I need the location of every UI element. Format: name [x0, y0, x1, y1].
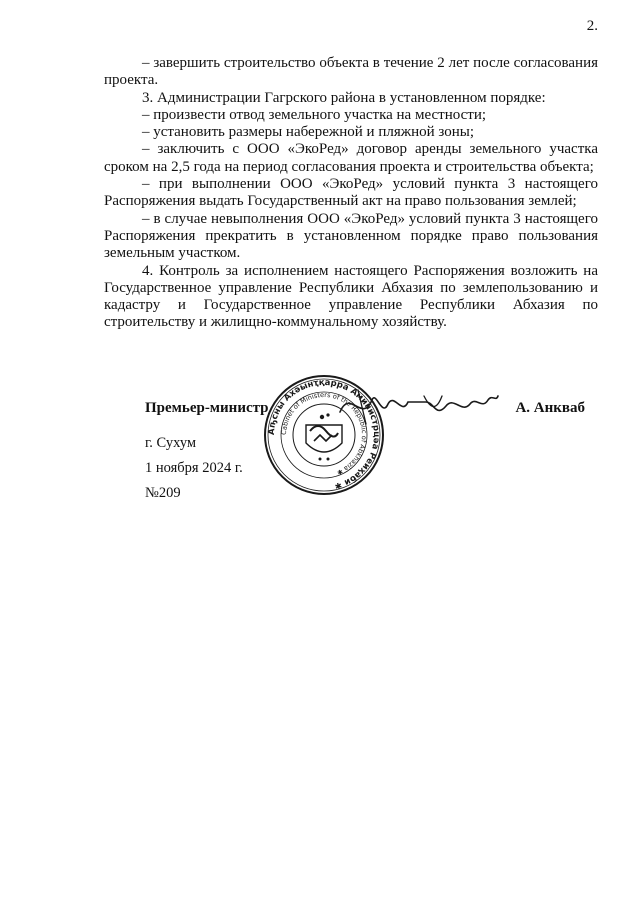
- document-body: [104, 55, 598, 332]
- paragraph: – в случае невыполнения ООО «ЭкоРед» условий пункта 3 настоящего Распоряжения прекратить в установленном порядке право пользования земельным участком.: [104, 210, 598, 262]
- paragraph: 3. Администрации Гагрского района в установленном порядке:: [142, 89, 546, 106]
- paragraph: – при выполнении ООО «ЭкоРед» условий пункта 3 настоящего Распоряжения выдать Государственный акт на право пользования землей;: [104, 176, 598, 210]
- svg-text:Аҧсны Ахәынҭқарра Аминистрцәа: Аҧсны Ахәынҭқарра Аминистрцәа Реиҳаби ✱: [266, 377, 382, 491]
- paragraph: – установить размеры набережной и пляжной зоны;: [142, 124, 475, 141]
- paragraph: 4. Контроль за исполнением настоящего Распоряжения возложить на Государственное управление Республики Абхазия по землепользованию и кадастру и Государственное управление Республики Абхазия по строительству и жилищно-коммунальному хозяйству.: [104, 262, 598, 331]
- paragraph: – заключить с ООО «ЭкоРед» договор аренды земельного участка сроком на 2,5 года на период согласования проекта и строительства объекта;: [104, 141, 598, 175]
- handwritten-signature: [336, 382, 502, 428]
- svg-text:Cabinet of Ministers of the Re: Cabinet of Ministers of the Republic of Abkhazia ✱: [279, 390, 369, 477]
- page-number: 2.: [586, 18, 598, 34]
- signatory-title: Премьер-министр: [145, 400, 269, 416]
- signatory-name: А. Анкваб: [515, 400, 585, 416]
- document-number: №209: [145, 485, 181, 501]
- place: г. Сухум: [145, 435, 197, 451]
- date: 1 ноября 2024 г.: [145, 460, 243, 476]
- paragraph: – завершить строительство объекта в течение 2 лет после согласования проекта.: [104, 55, 598, 89]
- paragraph: – произвести отвод земельного участка на местности;: [142, 106, 487, 123]
